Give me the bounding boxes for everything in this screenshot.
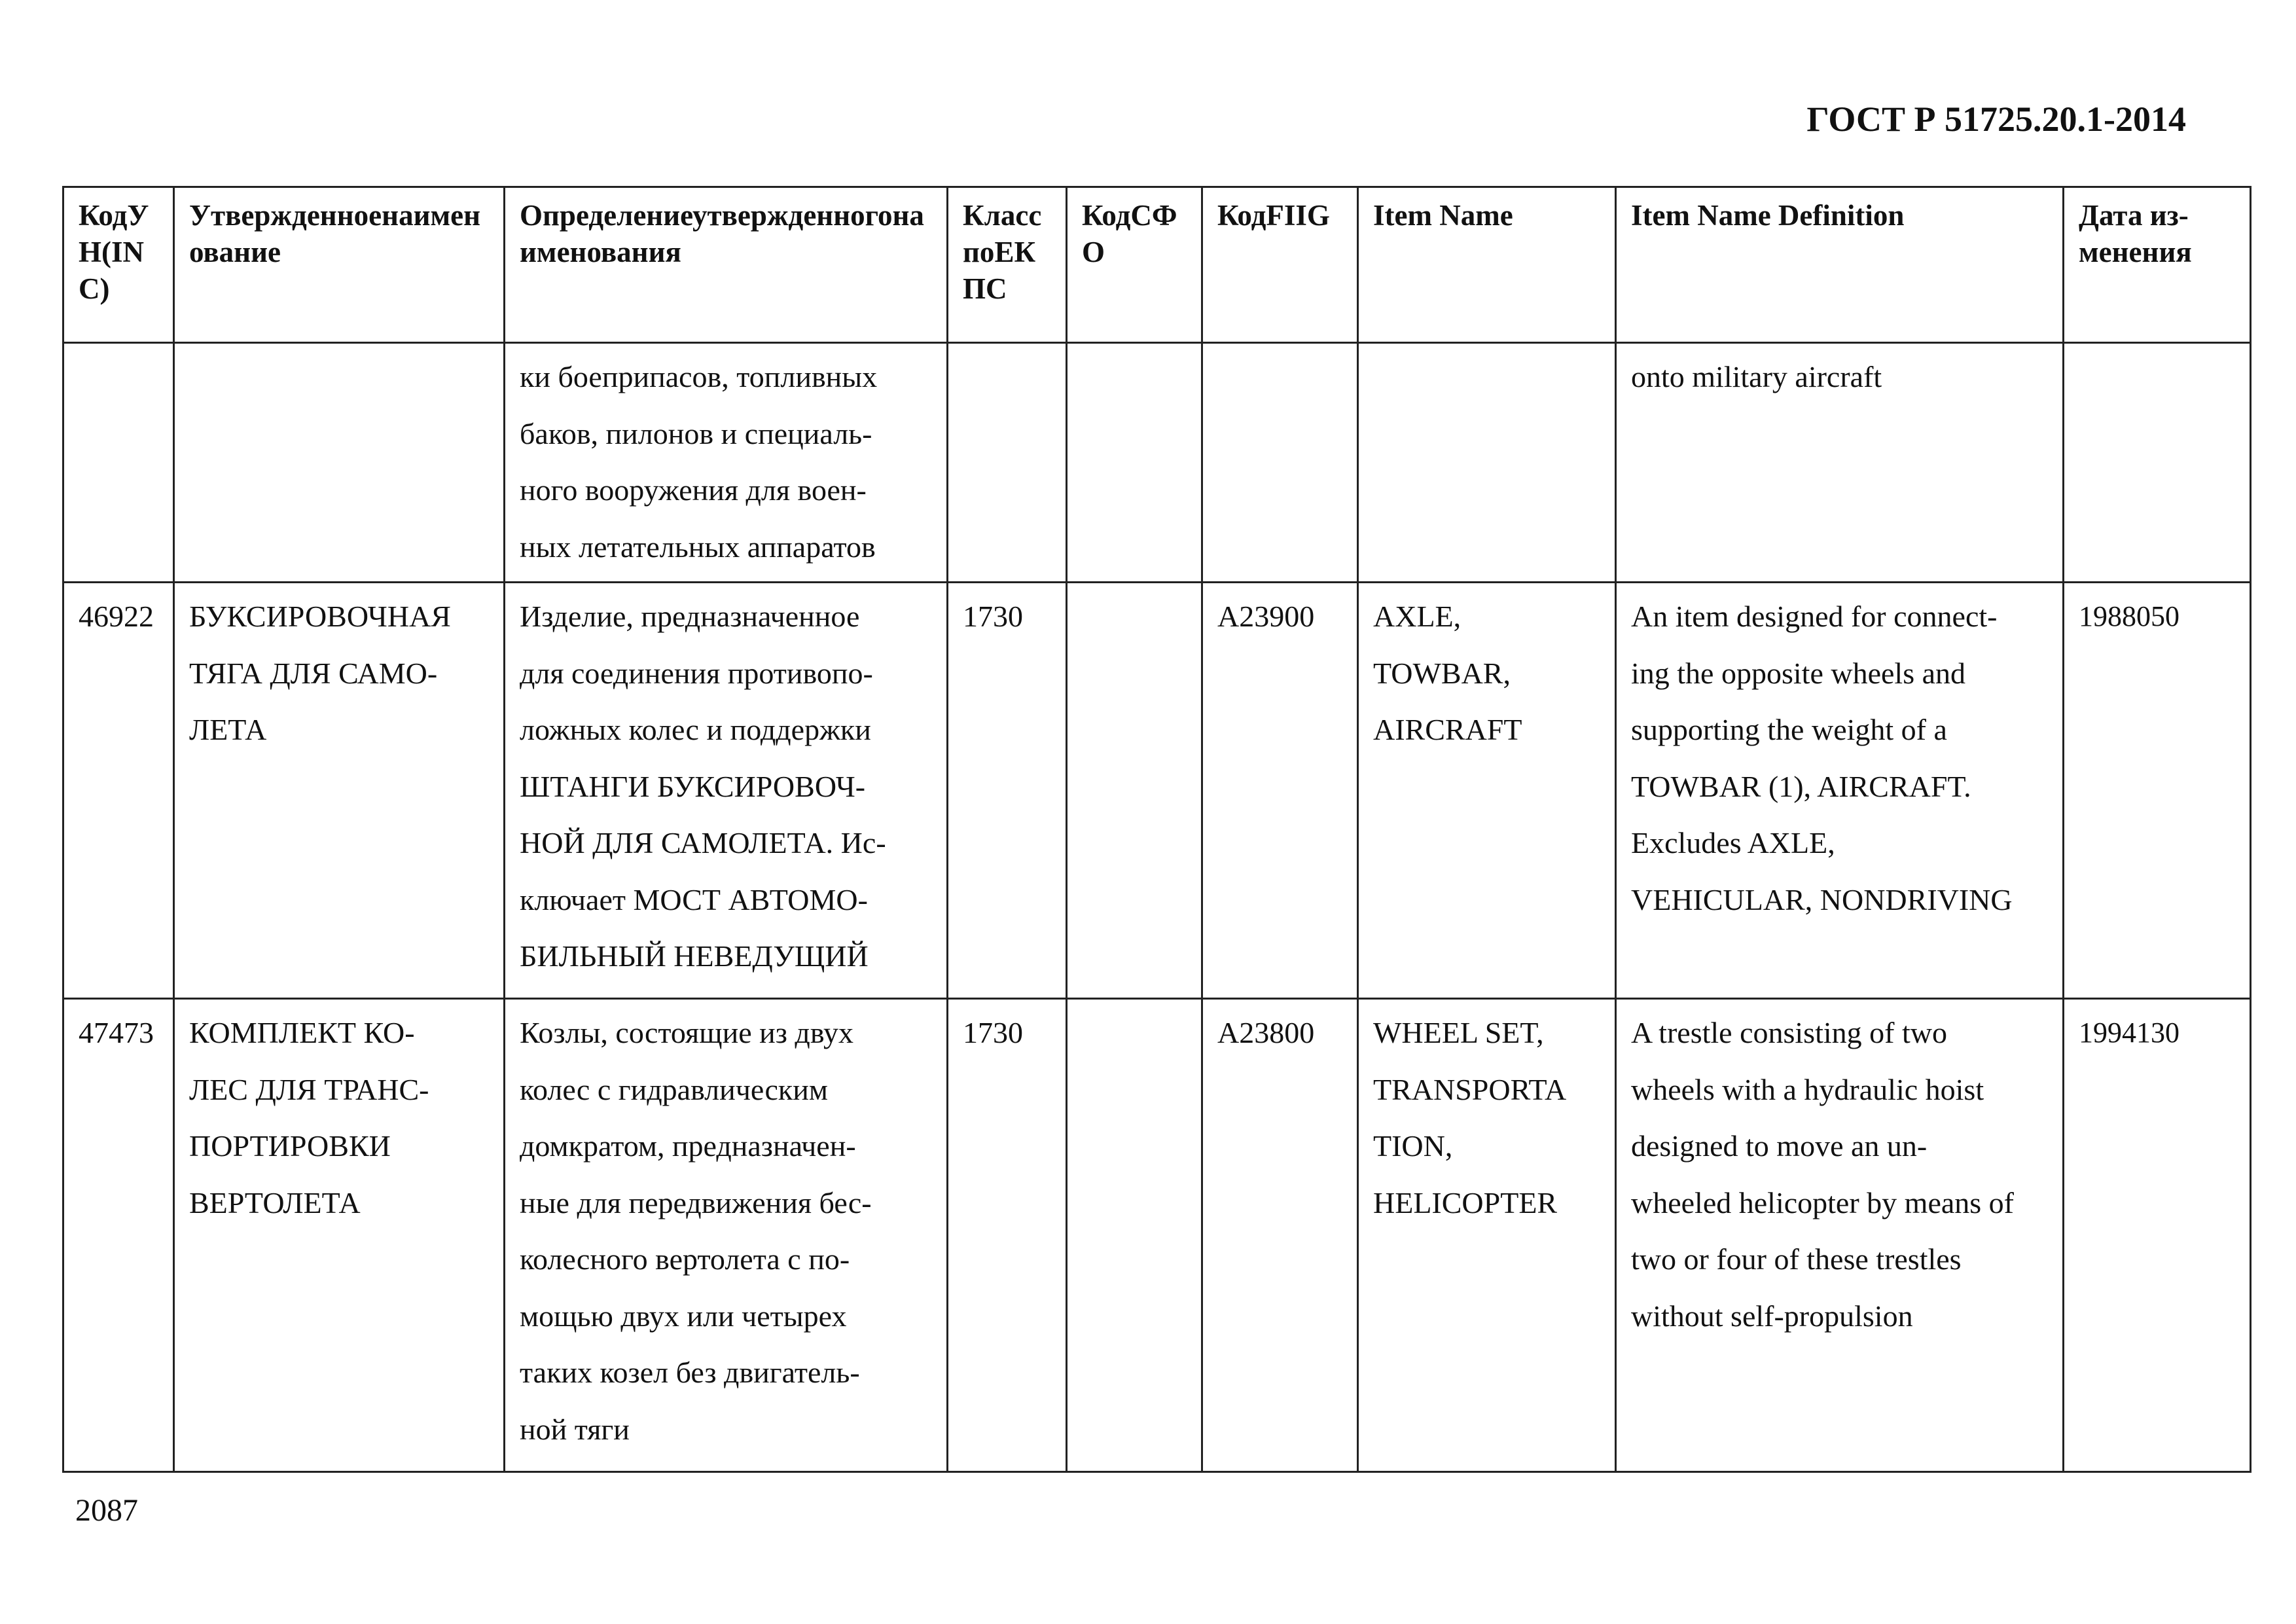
column-header-item-name-definition	[1616, 187, 2064, 343]
cell-text-line: TRANSPORTA	[1373, 1072, 1567, 1106]
cell-text-line: НОЙ ДЛЯ САМОЛЕТА. Ис-	[520, 826, 886, 859]
cell-name-definition	[505, 343, 948, 583]
cell-text-line: ки боеприпасов, топливных	[520, 360, 878, 393]
column-header-name-definition	[505, 187, 948, 343]
cell-text-line: ЛЕС ДЛЯ ТРАНС-	[189, 1072, 429, 1106]
cell-sfo-code	[1067, 999, 1202, 1472]
cell-inc: 46922	[63, 583, 174, 999]
table-row	[63, 343, 2251, 583]
cell-text-line: An item designed for connect-	[1631, 600, 1998, 633]
cell-text-line: ключает МОСТ АВТОМО-	[520, 882, 868, 916]
cell-fiig-code: A23900	[1202, 583, 1358, 999]
cell-approved-name	[174, 343, 505, 583]
cell-text-line: ТЯГА ДЛЯ САМО-	[189, 656, 438, 690]
cell-text-line: колес с гидравлическим	[520, 1072, 828, 1106]
cell-class: 1730	[948, 583, 1067, 999]
cell-text-line: HELICOPTER	[1373, 1185, 1558, 1219]
cell-text-line: without self-propulsion	[1631, 1299, 1913, 1333]
cell-item-name	[1358, 999, 1616, 1472]
column-header-class	[948, 187, 1067, 343]
cell-text-line: Excludes AXLE,	[1631, 826, 1835, 859]
cell-text-line: Изделие, предназначенное	[520, 600, 860, 633]
cell-text-line: AXLE,	[1373, 600, 1462, 633]
cell-class: 1730	[948, 999, 1067, 1472]
standard-designation: ГОСТ Р 51725.20.1-2014	[1806, 99, 2186, 139]
cell-text-line: утвержденного	[692, 199, 893, 232]
cell-text-line: для соединения противопо-	[520, 656, 873, 690]
cell-text-line: КОМПЛЕКТ КО-	[189, 1016, 415, 1049]
table-row	[63, 583, 2251, 999]
cell-text-line: домкратом, предназначен-	[520, 1129, 856, 1163]
cell-text-line: наименования	[520, 199, 924, 268]
cell-text-line: TION,	[1373, 1129, 1453, 1163]
cell-text-line: ШТАНГИ БУКСИРОВОЧ-	[520, 769, 866, 803]
cell-text-line: AIRCRAFT	[1373, 713, 1522, 746]
cell-text-line: Определение	[520, 199, 693, 232]
cell-text-line: ной тяги	[520, 1412, 630, 1446]
cell-item-name-definition	[1616, 999, 2064, 1472]
cell-text-line: ing the opposite wheels and	[1631, 656, 1966, 690]
column-header-fiig-code	[1202, 187, 1358, 343]
catalog-table	[62, 186, 2251, 1473]
cell-text-line: two or four of these trestles	[1631, 1242, 1962, 1276]
cell-text-line: СФО	[1082, 199, 1177, 268]
cell-text-line: ЛЕТА	[189, 713, 267, 746]
cell-item-name	[1358, 343, 1616, 583]
cell-text-line: Код	[1217, 199, 1266, 232]
cell-text-line: по	[963, 236, 995, 268]
cell-text-line: wheels with a hydraulic hoist	[1631, 1072, 1984, 1106]
cell-sfo-code	[1067, 583, 1202, 999]
cell-text-line: БИЛЬНЫЙ НЕВЕДУЩИЙ	[520, 939, 869, 973]
cell-text-line: баков, пилонов и специаль-	[520, 416, 872, 450]
cell-sfo-code	[1067, 343, 1202, 583]
cell-text-line: A trestle consisting of two	[1631, 1016, 1947, 1049]
cell-name-definition	[505, 999, 948, 1472]
cell-item-name-definition	[1616, 583, 2064, 999]
cell-text-line: VEHICULAR, NONDRIVING	[1631, 882, 2013, 916]
cell-text-line: С	[986, 272, 1007, 305]
cell-text-line: ВЕРТОЛЕТА	[189, 1185, 361, 1219]
cell-text-line: УН	[79, 199, 149, 268]
cell-text-line: Item Name Definition	[1631, 199, 1905, 232]
cell-text-line: TOWBAR (1), AIRCRAFT.	[1631, 769, 1971, 803]
cell-item-name-definition	[1616, 343, 2064, 583]
cell-text-line: designed to move an un-	[1631, 1129, 1928, 1163]
cell-approved-name	[174, 583, 505, 999]
cell-text-line: наименование	[189, 199, 481, 268]
cell-change-date: 1988050	[2064, 583, 2251, 999]
column-header-change-date	[2064, 187, 2251, 343]
page-number: 2087	[75, 1493, 138, 1528]
column-header-inc	[63, 187, 174, 343]
cell-text-line: ные для передвижения бес-	[520, 1185, 872, 1219]
cell-class	[948, 343, 1067, 583]
cell-text-line: колесного вертолета с по-	[520, 1242, 850, 1276]
cell-text-line: Код	[79, 199, 128, 232]
cell-text-line: wheeled helicopter by means of	[1631, 1185, 2014, 1219]
cell-text-line: ЕКП	[963, 236, 1036, 305]
cell-text-line: ных летательных аппаратов	[520, 530, 876, 564]
cell-text-line: FIIG	[1266, 199, 1330, 232]
cell-text-line: onto military aircraft	[1631, 360, 1882, 393]
cell-text-line: ного вооружения для воен-	[520, 473, 867, 507]
cell-name-definition	[505, 583, 948, 999]
cell-text-line: ложных колес и поддержки	[520, 713, 871, 746]
cell-fiig-code	[1202, 343, 1358, 583]
cell-text-line: БУКСИРОВОЧНАЯ	[189, 600, 451, 633]
cell-inc: 47473	[63, 999, 174, 1472]
cell-text-line: Класс	[963, 199, 1042, 232]
table-header-row	[63, 187, 2251, 343]
cell-text-line: Item Name	[1373, 199, 1513, 232]
cell-inc	[63, 343, 174, 583]
table-row	[63, 999, 2251, 1472]
cell-change-date	[2064, 343, 2251, 583]
cell-text-line: таких козел без двигатель-	[520, 1356, 860, 1389]
cell-text-line: менения	[2079, 236, 2192, 268]
column-header-item-name	[1358, 187, 1616, 343]
column-header-approved-name	[174, 187, 505, 343]
cell-item-name	[1358, 583, 1616, 999]
cell-fiig-code: A23800	[1202, 999, 1358, 1472]
cell-text-line: Козлы, состоящие из двух	[520, 1016, 853, 1049]
cell-text-line: WHEEL SET,	[1373, 1016, 1544, 1049]
cell-text-line: supporting the weight of a	[1631, 713, 1947, 746]
cell-text-line: мощью двух или четырех	[520, 1299, 847, 1333]
cell-text-line: Дата из-	[2079, 199, 2189, 232]
cell-text-line: TOWBAR,	[1373, 656, 1511, 690]
cell-approved-name	[174, 999, 505, 1472]
cell-text-line: ПОРТИРОВКИ	[189, 1129, 391, 1163]
cell-text-line: Код	[1082, 199, 1131, 232]
cell-text-line: (INC)	[79, 236, 145, 305]
cell-change-date: 1994130	[2064, 999, 2251, 1472]
column-header-sfo-code	[1067, 187, 1202, 343]
cell-text-line: Утвержденное	[189, 199, 382, 232]
